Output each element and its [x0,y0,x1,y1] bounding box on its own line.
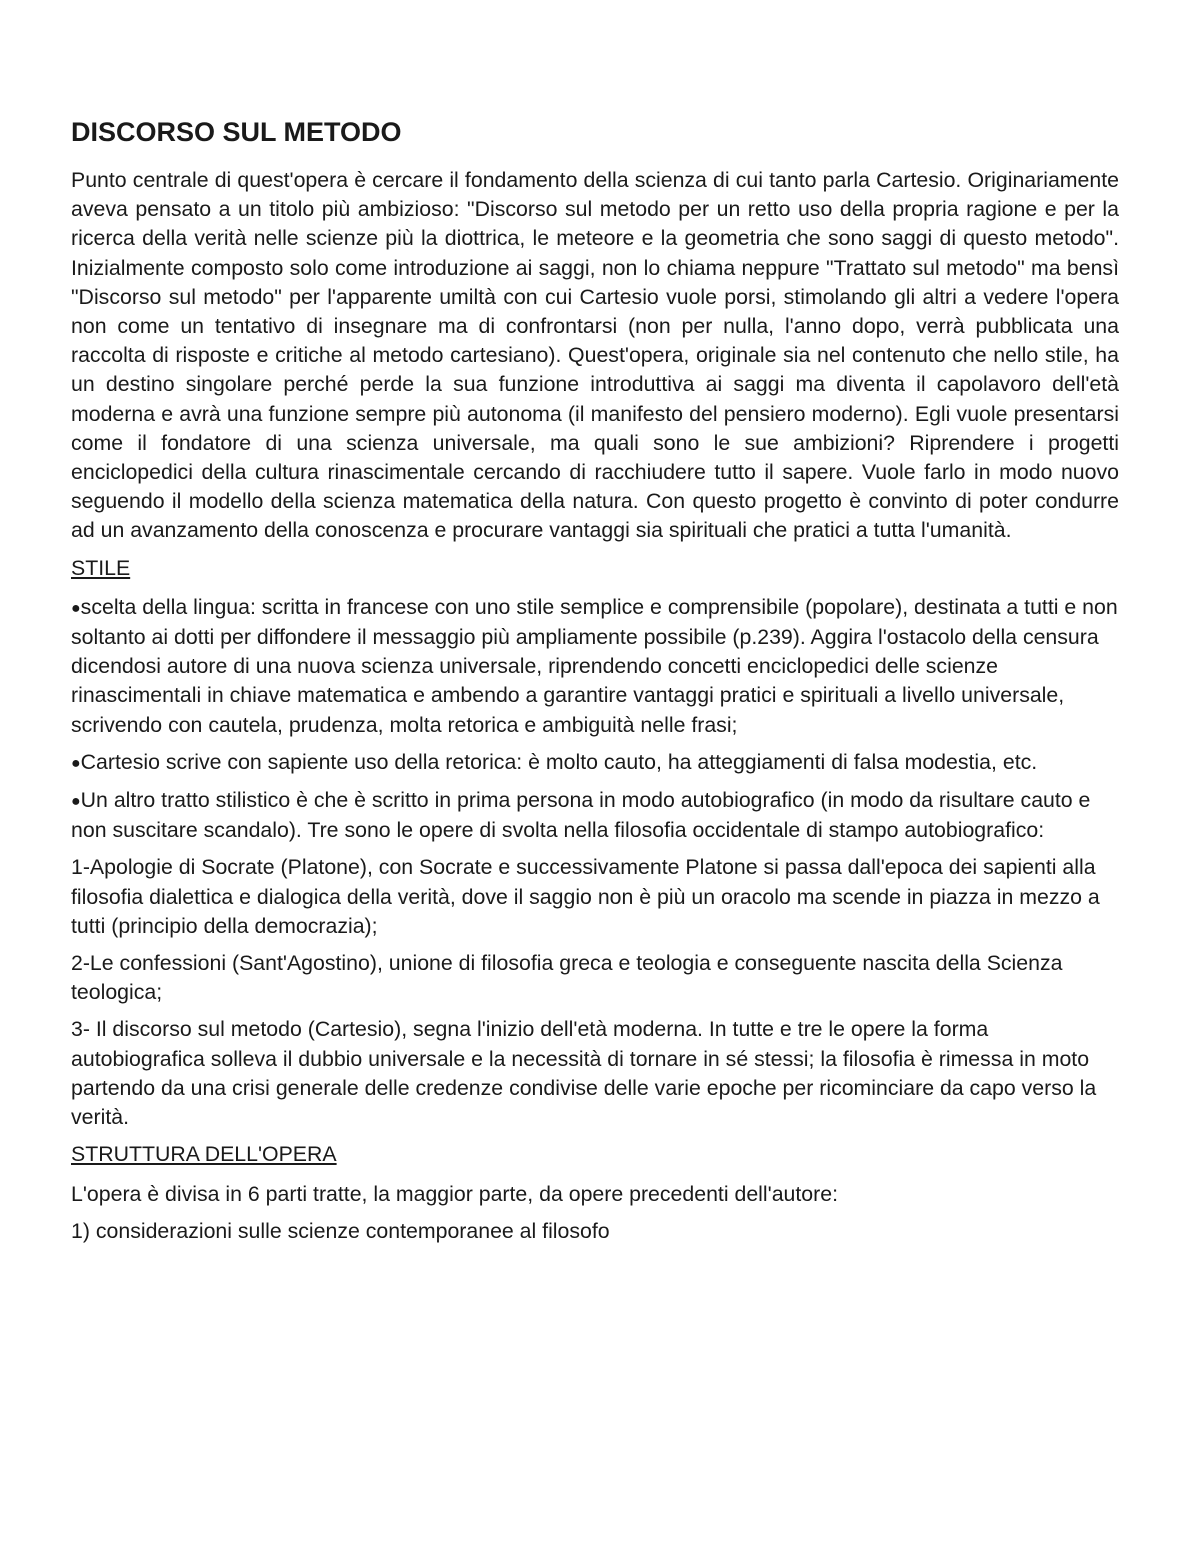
bullet-text: Cartesio scrive con sapiente uso della retorica: è molto cauto, ha atteggiamenti di falsa modestia, etc. [80,749,1038,774]
numbered-item: 2-Le confessioni (Sant'Agostino), unione di filosofia greca e teologia e conseguente nascita della Scienza teologica; [71,951,1063,1005]
bullet-text: scelta della lingua: scritta in francese con uno stile semplice e comprensibile (popolare), destinata a tutti e non soltanto ai dotti per diffondere il messaggio più ampliamente possibile (p.239). Aggira l'ostacolo della censura dicendosi autore di una nuova scienza universale, riprendendo concetti enciclopedici delle scienze rinascimentali in chiave matematica e ambendo a garantire vantaggi pratici e spirituali a livello universale, scrivendo con cautela, prudenza, molta retorica e ambiguità nelle frasi; [71,594,1118,737]
bullet-text: Un altro tratto stilistico è che è scritto in prima persona in modo autobiografico (in modo da risultare cauto e non suscitare scandalo). Tre sono le opere di svolta nella filosofia occidentale di stampo autobiografico: [71,788,1091,843]
document-page [71,112,1119,1254]
struttura-heading: STRUTTURA DELL'OPERA [71,1142,337,1167]
intro-paragraph: Punto centrale di quest'opera è cercare il fondamento della scienza di cui tanto parla Cartesio. Originariamente aveva pensato a un titolo più ambizioso: "Discorso sul metodo per un retto uso della propria ragione e per la ricerca della verità nelle scienze più la diottrica, le meteore e la geometria che sono saggi di questo metodo". Inizialmente composto solo come introduzione ai saggi, non lo chiama neppure "Trattato sul metodo" ma bensì "Discorso sul metodo" per l'apparente umiltà con cui Cartesio vuole porsi, stimolando gli altri a vedere l'opera non come un tentativo di insegnare ma di confrontarsi (non per nulla, l'anno dopo, verrà pubblicata una raccolta di risposte e critiche al metodo cartesiano). Quest'opera, originale sia nel contenuto che nello stile, ha un destino singolare perché perde la sua funzione introduttiva ai saggi ma diventa il capolavoro dell'età moderna e avrà una funzione sempre più autonoma (il manifesto del pensiero moderno). Egli vuole presentarsi come il fondatore di una scienza universale, ma quali sono le sue ambizioni? Riprendere i progetti enciclopedici della cultura rinascimentale cercando di racchiudere tutto il sapere. Vuole farlo in modo nuovo seguendo il modello della scienza matematica della natura. Con questo progetto è convinto di poter condurre ad un avanzamento della conoscenza e procurare vantaggi sia spirituali che pratici a tutta l'umanità. [71,168,1119,543]
stile-heading: STILE [71,555,131,580]
numbered-item: 3- Il discorso sul metodo (Cartesio), segna l'inizio dell'età moderna. In tutte e tre le opere la forma autobiografica solleva il dubbio universale e la necessità di tornare in sé stessi; la filosofia è rimessa in moto partendo da una crisi generale delle credenze condivise delle varie epoche per ricominciare da capo verso la verità. [71,1017,1097,1130]
bullet-icon: ● [71,754,81,772]
stile-bullet [71,786,1119,845]
bullet-icon: ● [71,793,81,811]
stile-bullet [71,593,1119,740]
stile-bullet [71,748,1119,778]
bullet-icon: ● [71,599,81,617]
struttura-item: 1) considerazioni sulle scienze contemporanee al filosofo [71,1218,610,1243]
document-title: DISCORSO SUL METODO [71,117,402,147]
numbered-item: 1-Apologie di Socrate (Platone), con Socrate e successivamente Platone si passa dall'epoca dei sapienti alla filosofia dialettica e dialogica della verità, dove il saggio non è più un oracolo ma scende in piazza in mezzo a tutti (principio della democrazia); [71,855,1100,938]
struttura-intro: L'opera è divisa in 6 parti tratte, la maggior parte, da opere precedenti dell'autore: [71,1181,838,1206]
